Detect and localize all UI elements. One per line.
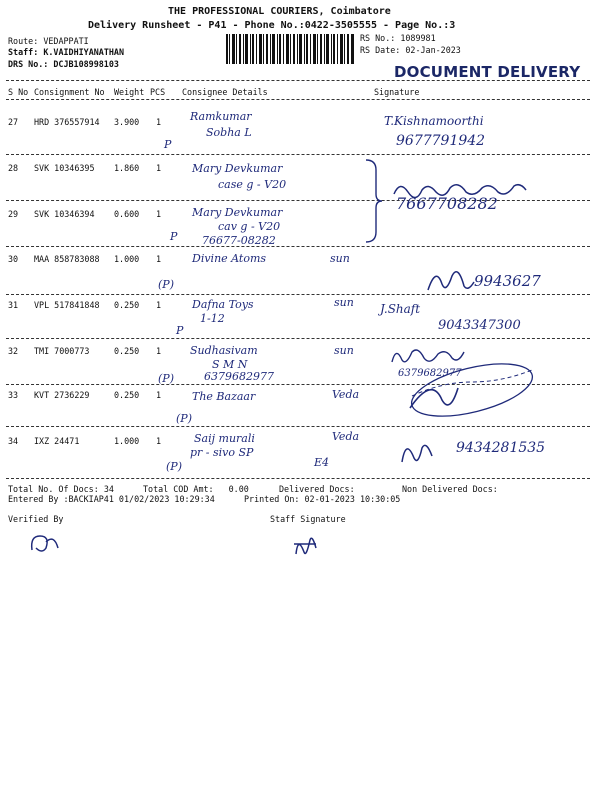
row-sno: 34 (8, 436, 19, 446)
total-docs-label: Total No. Of Docs: (8, 484, 99, 494)
staff-value: K.VAIDHIYANATHAN (43, 47, 124, 57)
row-pcs: 1 (156, 300, 162, 310)
row-pcs: 1 (156, 254, 162, 264)
receiver-phone: 9434281535 (456, 440, 546, 456)
cod-line (143, 484, 249, 494)
delivery-mark: P (176, 324, 184, 337)
route-line (8, 36, 89, 46)
row-weight: 0.250 (114, 300, 140, 310)
consignee-name: The Bazaar (192, 390, 256, 403)
delivery-mark: P (170, 230, 178, 243)
receiver-signature: T.Kishnamoorthi (384, 114, 484, 128)
divider (6, 80, 590, 81)
row-consignment: KVT 2736229 (34, 390, 90, 400)
company-title: THE PROFESSIONAL COURIERS, Coimbatore (168, 6, 391, 17)
receiver-phone: 9677791942 (396, 133, 486, 149)
cod-value: 0.00 (228, 484, 249, 494)
entered-by-value: BACKIAP41 01/02/2023 10:29:34 (68, 494, 215, 504)
consignee-name: Dafna Toys (192, 298, 254, 311)
row-weight: 3.900 (114, 117, 140, 127)
row-consignment: SVK 10346395 (34, 163, 95, 173)
col-consignment: Consignment No (34, 87, 105, 97)
entered-by-label: Entered By : (8, 494, 69, 504)
col-consignee: Consignee Details (182, 87, 268, 97)
row-consignment: TMI 7000773 (34, 346, 90, 356)
divider (6, 154, 590, 155)
consignee-detail: case g - V20 (218, 178, 287, 191)
consignee-name: Ramkumar (190, 110, 252, 123)
delivered-docs-label: Delivered Docs: (279, 484, 355, 494)
row-pcs: 1 (156, 390, 162, 400)
table-row (0, 428, 600, 476)
consignee-tag: Veda (332, 430, 360, 443)
verified-by-label: Verified By (8, 514, 64, 524)
table-row (0, 194, 600, 248)
consignee-name: Saij murali (194, 432, 255, 445)
divider (6, 338, 590, 339)
rs-no-value: 1089981 (400, 33, 436, 43)
consignee-phone: 6379682977 (204, 370, 274, 383)
col-weight: Weight (114, 87, 145, 97)
table-row (0, 108, 600, 158)
barcode-image (226, 34, 354, 64)
row-sno: 29 (8, 209, 19, 219)
consignee-detail: 1-12 (200, 312, 225, 325)
consignee-tag: sun (334, 296, 354, 309)
row-sno: 31 (8, 300, 19, 310)
row-sno: 32 (8, 346, 19, 356)
consignee-name: Sudhasivam (190, 344, 258, 357)
runsheet-title: Delivery Runsheet - P41 - Phone No.:0422-3505555 - Page No.:3 (88, 20, 456, 31)
row-sno: 30 (8, 254, 19, 264)
table-row (0, 250, 600, 294)
receiver-phone: 6379682977 (398, 368, 462, 379)
delivery-mark: P (164, 138, 172, 151)
consignee-detail: cav g - V20 (218, 220, 281, 233)
row-weight: 1.860 (114, 163, 140, 173)
row-consignment: VPL 517841848 (34, 300, 100, 310)
printed-on-value: 02-01-2023 10:30:05 (304, 494, 401, 504)
verifier-signature (26, 530, 62, 556)
divider (6, 294, 590, 295)
cod-label: Total COD Amt: (143, 484, 214, 494)
bracket-mark (362, 158, 384, 244)
row-pcs: 1 (156, 163, 162, 173)
rs-no-line (360, 33, 436, 43)
consignee-name: Mary Devkumar (192, 162, 283, 175)
rs-no-label: RS No.: (360, 33, 396, 43)
table-row (0, 296, 600, 338)
delivery-mark: (P) (158, 278, 174, 291)
row-weight: 0.250 (114, 346, 140, 356)
rs-date-value: 02-Jan-2023 (405, 45, 461, 55)
consignee-phone: 76677-08282 (202, 234, 276, 247)
company-seal-stamp (392, 352, 552, 422)
consignee-name: Mary Devkumar (192, 206, 283, 219)
row-consignment: MAA 858783088 (34, 254, 100, 264)
printed-on-line (244, 494, 400, 504)
drs-label: DRS No.: (8, 59, 49, 69)
receiver-phone: 7667708282 (396, 194, 498, 213)
receiver-signature: J.Shaft (380, 302, 421, 316)
staff-signature (290, 532, 320, 558)
drs-line (8, 59, 119, 69)
rs-date-line (360, 45, 461, 55)
signature-scribble (398, 436, 438, 466)
consignee-name: Divine Atoms (192, 252, 267, 265)
route-label: Route: (8, 36, 39, 46)
consignee-detail: S M N (212, 358, 248, 371)
divider (6, 246, 590, 247)
consignee-extra: E4 (314, 456, 330, 469)
divider (6, 478, 590, 479)
non-delivered-docs-label: Non Delivered Docs: (402, 484, 498, 494)
row-weight: 0.600 (114, 209, 140, 219)
consignee-tag: sun (330, 252, 350, 265)
printed-on-label: Printed On: (244, 494, 300, 504)
staff-line (8, 47, 124, 57)
consignee-detail: pr - sivo SP (190, 446, 254, 459)
delivery-mark: (P) (158, 372, 174, 385)
divider (6, 426, 590, 427)
rs-date-label: RS Date: (360, 45, 401, 55)
row-sno: 28 (8, 163, 19, 173)
col-pcs: PCS (150, 87, 166, 97)
consignee-tag: sun (334, 344, 354, 357)
signature-scribble (390, 178, 530, 202)
row-consignment: HRD 376557914 (34, 117, 100, 127)
row-pcs: 1 (156, 436, 162, 446)
row-sno: 27 (8, 117, 19, 127)
route-value: VEDAPPATI (43, 36, 89, 46)
row-consignment: SVK 10346394 (34, 209, 95, 219)
row-weight: 0.250 (114, 390, 140, 400)
staff-signature-label: Staff Signature (270, 514, 346, 524)
row-weight: 1.000 (114, 254, 140, 264)
total-docs-value: 34 (103, 484, 114, 494)
row-pcs: 1 (156, 346, 162, 356)
delivery-mark: (P) (176, 412, 192, 425)
delivery-mark: (P) (166, 460, 182, 473)
consignee-tag: Veda (332, 388, 360, 401)
row-consignment: IXZ 24471 (34, 436, 80, 446)
totals-line (8, 484, 114, 494)
row-sno: 33 (8, 390, 19, 400)
staff-label: Staff: (8, 47, 39, 57)
entered-by-line (8, 494, 215, 504)
receiver-phone: 9943627 (474, 272, 541, 290)
drs-value: DCJB108998103 (53, 59, 119, 69)
row-pcs: 1 (156, 117, 162, 127)
col-signature: Signature (374, 87, 420, 97)
document-delivery-stamp: DOCUMENT DELIVERY (394, 63, 581, 81)
signature-scribble (424, 264, 476, 296)
row-weight: 1.000 (114, 436, 140, 446)
consignee-detail: Sobha L (206, 126, 252, 139)
receiver-phone: 9043347300 (438, 318, 521, 333)
divider (6, 99, 590, 100)
col-sno: S No (8, 87, 29, 97)
row-pcs: 1 (156, 209, 162, 219)
